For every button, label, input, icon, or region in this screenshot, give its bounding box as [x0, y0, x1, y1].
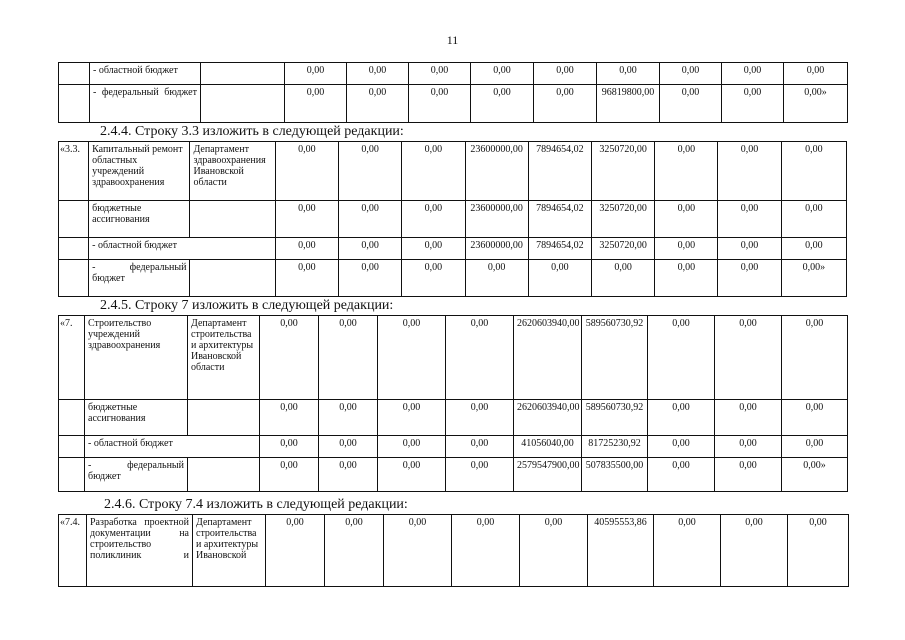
- value-cell: 0,00: [319, 458, 378, 492]
- value-cell: 0,00: [781, 142, 846, 201]
- row-name: Капитальный ремонт областных учреждений здравоохранения: [89, 142, 190, 201]
- value-cell: 2620603940,00: [514, 316, 582, 400]
- value-cell: 507835500,00: [582, 458, 648, 492]
- value-cell: 0,00: [648, 400, 715, 436]
- row-name: Строительство учреждений здравоохранения: [85, 316, 188, 400]
- value-cell: 0,00: [648, 436, 715, 458]
- table-row: [59, 238, 847, 260]
- value-cell: 0,00: [402, 201, 465, 238]
- value-cell: 0,00: [275, 238, 338, 260]
- value-cell: 0,00: [722, 85, 784, 123]
- row-name: - областной бюджет: [89, 238, 276, 260]
- value-cell: 0,00: [378, 400, 446, 436]
- value-cell: 0,00: [339, 201, 402, 238]
- row-name: - областной бюджет: [90, 63, 201, 85]
- table-row: [59, 85, 848, 123]
- value-cell: 0,00: [718, 201, 781, 238]
- value-cell: 0,00: [452, 515, 520, 587]
- row-executor: [190, 260, 275, 297]
- value-cell: 0,00: [715, 316, 782, 400]
- value-cell: 0,00: [528, 260, 591, 297]
- row-executor: Департамент строительства и архитектуры Ивановской области: [188, 316, 260, 400]
- row-index: [59, 63, 90, 85]
- table-row: [59, 316, 848, 400]
- value-cell: 0,00: [325, 515, 384, 587]
- value-cell: 0,00: [347, 85, 409, 123]
- table-row: [59, 458, 848, 492]
- value-cell: 0,00: [446, 400, 514, 436]
- value-cell: 0,00: [319, 316, 378, 400]
- table-row: [59, 436, 848, 458]
- value-cell: 0,00»: [784, 85, 848, 123]
- row-index: [59, 238, 89, 260]
- value-cell: 0,00: [402, 142, 465, 201]
- value-cell: 0,00: [784, 63, 848, 85]
- table-row: [59, 515, 849, 587]
- value-cell: 0,00: [446, 436, 514, 458]
- value-cell: 0,00: [319, 400, 378, 436]
- value-cell: 2579547900,00: [514, 458, 582, 492]
- row-name: - федеральный бюджет: [90, 85, 201, 123]
- value-cell: 0,00: [782, 400, 848, 436]
- row-index: [59, 201, 89, 238]
- row-index: «7.4.: [59, 515, 87, 587]
- value-cell: 0,00: [660, 85, 722, 123]
- value-cell: 23600000,00: [465, 238, 528, 260]
- value-cell: 0,00: [781, 238, 846, 260]
- value-cell: 0,00: [788, 515, 849, 587]
- row-executor: Департамент строительства и архитектуры Ивановской: [193, 515, 266, 587]
- value-cell: 0,00: [591, 260, 654, 297]
- value-cell: 0,00: [402, 260, 465, 297]
- page-number: 11: [446, 33, 459, 47]
- section-heading-7: 2.4.5. Строку 7 изложить в следующей редакции:: [100, 298, 394, 313]
- value-cell: 0,00: [648, 316, 715, 400]
- section-heading-3-3: 2.4.4. Строку 3.3 изложить в следующей редакции:: [100, 124, 404, 139]
- value-cell: 0,00: [260, 436, 319, 458]
- table-row: [59, 201, 847, 238]
- value-cell: 0,00: [655, 201, 718, 238]
- value-cell: 0,00: [655, 260, 718, 297]
- row-index: [59, 400, 85, 436]
- table-row: [59, 400, 848, 436]
- table-row-7-4: [58, 514, 849, 587]
- value-cell: 0,00: [534, 63, 597, 85]
- value-cell: 0,00: [782, 436, 848, 458]
- row-index: «7.: [59, 316, 85, 400]
- row-name: бюджетные ассигнования: [85, 400, 188, 436]
- value-cell: 7894654,02: [528, 238, 591, 260]
- value-cell: 0,00: [275, 260, 338, 297]
- value-cell: 0,00: [718, 260, 781, 297]
- value-cell: 96819800,00: [597, 85, 660, 123]
- value-cell: 0,00: [471, 63, 534, 85]
- row-name: - федеральный бюджет: [85, 458, 188, 492]
- value-cell: 7894654,02: [528, 142, 591, 201]
- value-cell: 0,00: [285, 63, 347, 85]
- value-cell: 0,00: [339, 238, 402, 260]
- value-cell: 0,00: [319, 436, 378, 458]
- value-cell: 0,00: [715, 400, 782, 436]
- value-cell: 0,00: [384, 515, 452, 587]
- row-executor: [190, 201, 275, 238]
- value-cell: 40595553,86: [588, 515, 654, 587]
- row-executor: [201, 85, 285, 123]
- value-cell: 0,00»: [781, 260, 846, 297]
- value-cell: 0,00: [715, 436, 782, 458]
- row-executor: [188, 458, 260, 492]
- value-cell: 0,00: [260, 316, 319, 400]
- table-continuation: [58, 62, 848, 123]
- table-row: [59, 142, 847, 201]
- value-cell: 0,00: [465, 260, 528, 297]
- value-cell: 81725230,92: [582, 436, 648, 458]
- row-name: - федеральный бюджет: [89, 260, 190, 297]
- value-cell: 0,00: [660, 63, 722, 85]
- row-index: [59, 458, 85, 492]
- table-row-7: [58, 315, 848, 492]
- value-cell: 7894654,02: [528, 201, 591, 238]
- value-cell: 0,00: [534, 85, 597, 123]
- value-cell: 0,00: [655, 142, 718, 201]
- value-cell: 0,00: [721, 515, 788, 587]
- value-cell: 0,00: [648, 458, 715, 492]
- row-index: [59, 260, 89, 297]
- value-cell: 0,00: [654, 515, 721, 587]
- value-cell: 0,00: [722, 63, 784, 85]
- value-cell: 0,00: [520, 515, 588, 587]
- value-cell: 0,00»: [782, 458, 848, 492]
- row-index: [59, 85, 90, 123]
- row-executor: [201, 63, 285, 85]
- value-cell: 0,00: [781, 201, 846, 238]
- value-cell: 0,00: [782, 316, 848, 400]
- value-cell: 41056040,00: [514, 436, 582, 458]
- value-cell: 0,00: [718, 142, 781, 201]
- value-cell: 0,00: [409, 85, 471, 123]
- table-row: [59, 63, 848, 85]
- value-cell: 3250720,00: [591, 238, 654, 260]
- row-name: Разработка проектной документации на строительство поликлиник и: [87, 515, 193, 587]
- value-cell: 2620603940,00: [514, 400, 582, 436]
- value-cell: 0,00: [718, 238, 781, 260]
- value-cell: 3250720,00: [591, 201, 654, 238]
- value-cell: 0,00: [266, 515, 325, 587]
- value-cell: 0,00: [260, 400, 319, 436]
- row-name: бюджетные ассигнования: [89, 201, 190, 238]
- table-row-3-3: [58, 141, 847, 297]
- row-index: [59, 436, 85, 458]
- value-cell: 0,00: [339, 142, 402, 201]
- table-row: [59, 260, 847, 297]
- value-cell: 3250720,00: [591, 142, 654, 201]
- value-cell: 0,00: [471, 85, 534, 123]
- value-cell: 589560730,92: [582, 400, 648, 436]
- value-cell: 0,00: [715, 458, 782, 492]
- value-cell: 0,00: [597, 63, 660, 85]
- value-cell: 0,00: [378, 316, 446, 400]
- value-cell: 23600000,00: [465, 142, 528, 201]
- value-cell: 0,00: [446, 316, 514, 400]
- value-cell: 0,00: [446, 458, 514, 492]
- value-cell: 0,00: [655, 238, 718, 260]
- value-cell: 0,00: [275, 201, 338, 238]
- value-cell: 0,00: [260, 458, 319, 492]
- value-cell: 0,00: [275, 142, 338, 201]
- value-cell: 0,00: [339, 260, 402, 297]
- value-cell: 0,00: [378, 436, 446, 458]
- value-cell: 23600000,00: [465, 201, 528, 238]
- value-cell: 589560730,92: [582, 316, 648, 400]
- value-cell: 0,00: [347, 63, 409, 85]
- row-name: - областной бюджет: [85, 436, 260, 458]
- section-heading-7-4: 2.4.6. Строку 7.4 изложить в следующей редакции:: [104, 497, 408, 512]
- value-cell: 0,00: [285, 85, 347, 123]
- value-cell: 0,00: [378, 458, 446, 492]
- value-cell: 0,00: [409, 63, 471, 85]
- row-executor: Департамент здравоохранения Ивановской области: [190, 142, 275, 201]
- value-cell: 0,00: [402, 238, 465, 260]
- row-executor: [188, 400, 260, 436]
- row-index: «3.3.: [59, 142, 89, 201]
